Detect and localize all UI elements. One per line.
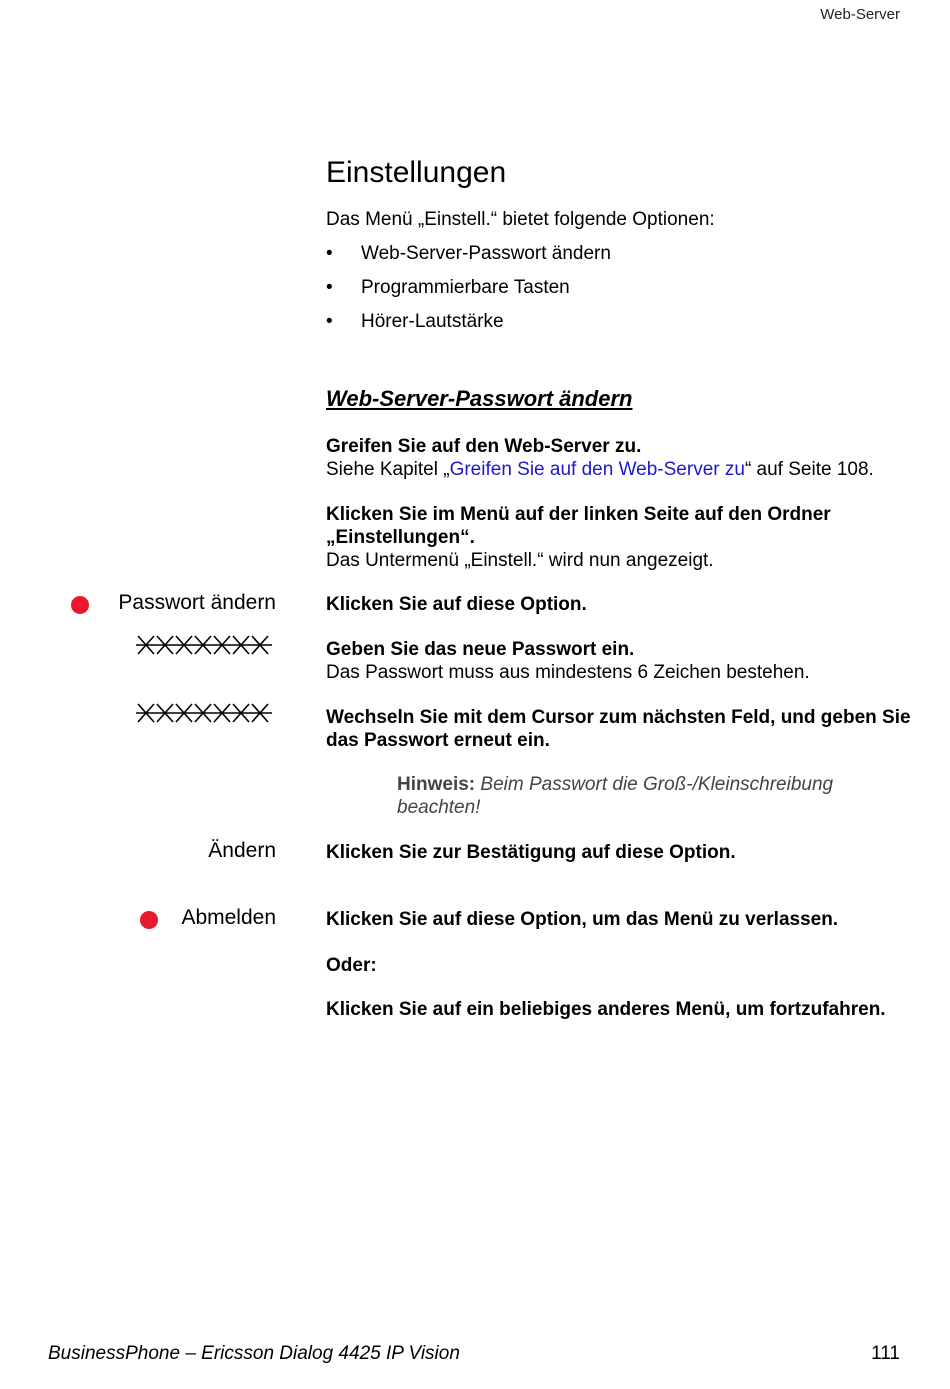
passwort-aendern-label[interactable]: Passwort ändern [118,591,276,614]
note-hinweis: Hinweis: Beim Passwort die Groß-/Kleinschreibung beachten! [397,774,834,818]
step-other-menu: Klicken Sie auf ein beliebiges anderes Menü, um fortzufahren. [326,999,886,1020]
step-reenter-password: Wechseln Sie mit dem Cursor zum nächsten Feld, und geben Sie das Passwort erneut ein. [326,707,911,751]
step-logout: Klicken Sie auf diese Option, um das Menü zu verlassen. [326,909,839,930]
bullet-icon: • [326,243,333,264]
bullet-icon: • [326,277,333,298]
red-bullet-icon [140,911,158,929]
list-item: • Programmierbare Tasten [326,277,570,298]
password-field[interactable] [136,632,276,658]
bullet-icon: • [326,311,333,332]
page-title: Einstellungen [326,156,507,189]
footer-product: BusinessPhone – Ericsson Dialog 4425 IP Vision [48,1343,460,1364]
red-bullet-icon [71,596,89,614]
step-or: Oder: [326,955,377,976]
step-access-webserver: Greifen Sie auf den Web-Server zu. Siehe Kapitel „Greifen Sie auf den Web-Server zu“ auf Seite 108. [326,436,874,480]
chapter-link[interactable]: Greifen Sie auf den Web-Server zu [449,459,745,480]
list-item: • Web-Server-Passwort ändern [326,243,611,264]
password-confirm-field[interactable] [136,700,276,726]
step-click-option: Klicken Sie auf diese Option. [326,594,587,615]
step-open-folder: Klicken Sie im Menü auf der linken Seite auf den Ordner „Einstellungen“. Das Untermenü „Einstell.“ wird nun angezeigt. [326,504,831,571]
abmelden-button[interactable]: Abmelden [181,906,276,929]
options-list [326,242,611,344]
step-enter-password: Geben Sie das neue Passwort ein. Das Passwort muss aus mindestens 6 Zeichen bestehen. [326,639,810,683]
aendern-button[interactable]: Ändern [208,839,276,862]
page-number: 111 [871,1343,900,1364]
section-subtitle: Web-Server-Passwort ändern [326,386,633,411]
intro-text: Das Menü „Einstell.“ bietet folgende Optionen: [326,209,715,230]
step-confirm: Klicken Sie zur Bestätigung auf diese Option. [326,842,736,863]
list-item: • Hörer-Lautstärke [326,311,504,332]
masked-password-icon [136,700,276,726]
running-header: Web-Server [820,6,900,23]
masked-password-icon [136,632,276,658]
